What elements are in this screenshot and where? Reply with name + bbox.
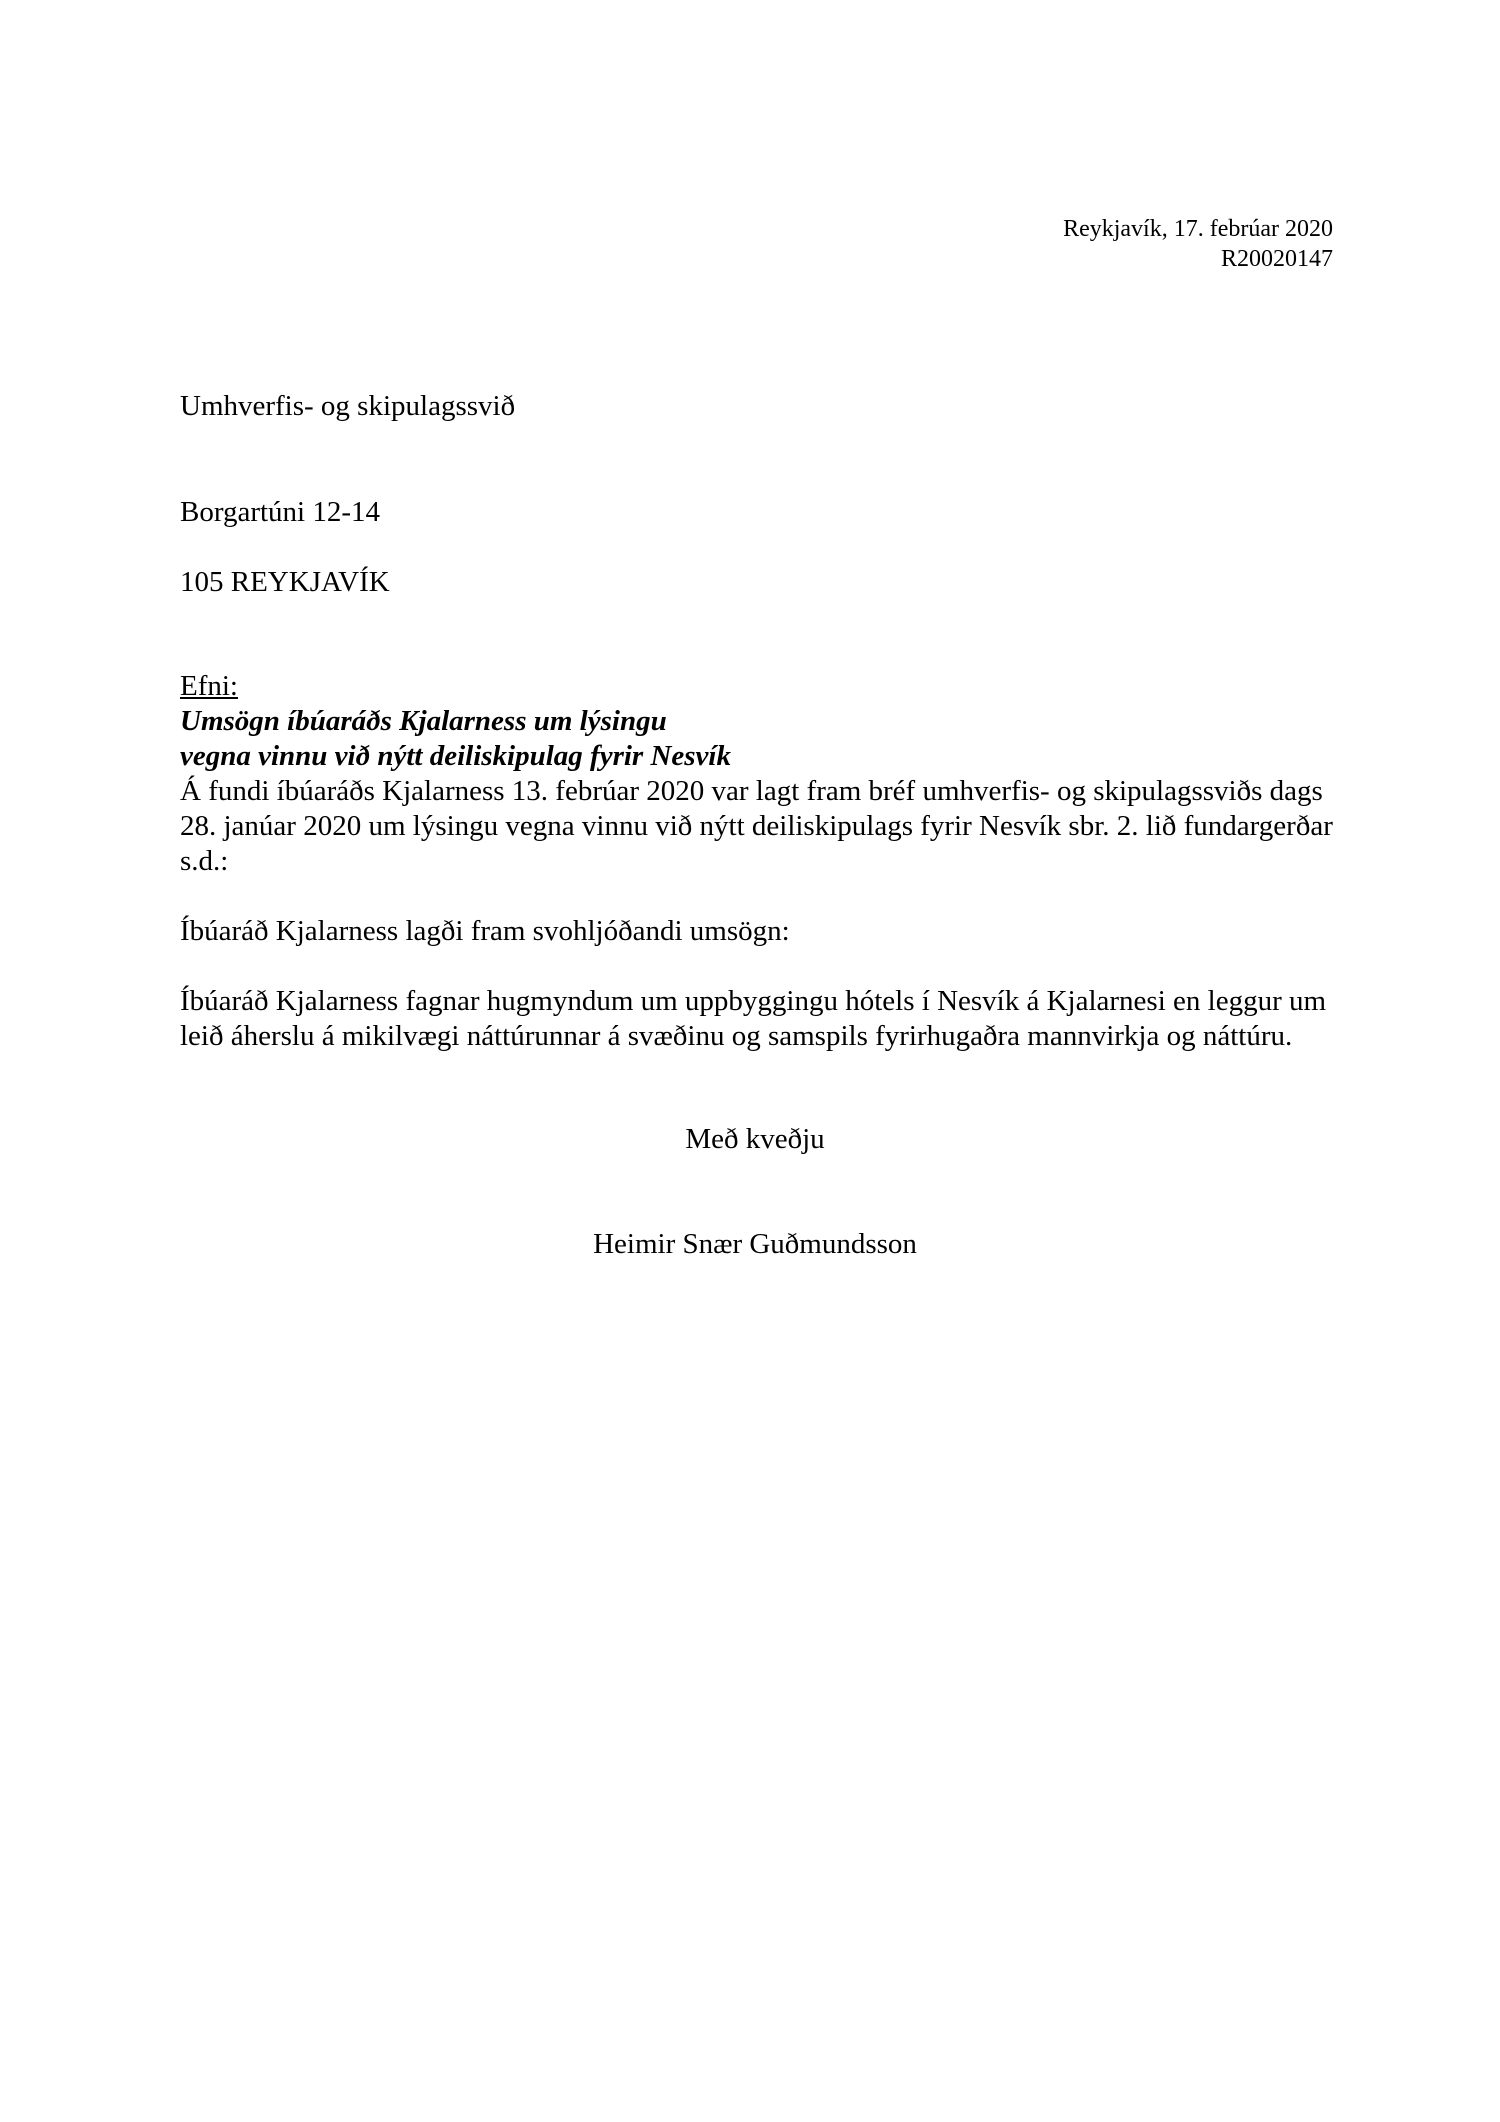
body-paragraph-3: Íbúaráð Kjalarness fagnar hugmyndum um uppbyggingu hótels í Nesvík á Kjalarnesi en leggur um leið áherslu á mikilvægi náttúrunnar á svæðinu og samspils fyrirhugaðra mannvirkja og náttúru.: [180, 985, 1327, 1052]
recipient-city: 105 REYKJAVÍK: [180, 566, 390, 598]
subject-label: Efni:: [180, 670, 238, 702]
subject-line-1: Umsögn íbúaráðs Kjalarness um lýsingu: [180, 705, 667, 737]
body-paragraph-1: Á fundi íbúaráðs Kjalarness 13. febrúar 2020 var lagt fram bréf umhverfis- og skipulagssviðs dags 28. janúar 2020 um lýsingu vegna vinnu við nýtt deiliskipulags fyrir Nesvík sbr. 2. lið fundargerðar s.d.:: [180, 775, 1333, 877]
signatory-name: Heimir Snær Guðmundsson: [593, 1228, 917, 1260]
recipient-department: Umhverfis- og skipulagssvið: [180, 390, 516, 422]
letter-header: [1063, 214, 1333, 274]
recipient-street: Borgartúni 12-14: [180, 496, 381, 528]
place-date: Reykjavík, 17. febrúar 2020: [1063, 216, 1333, 242]
body-paragraph-2: Íbúaráð Kjalarness lagði fram svohljóðandi umsögn:: [180, 915, 790, 947]
closing-greeting: Með kveðju: [685, 1123, 825, 1155]
letter-body: [180, 669, 1340, 1054]
subject-line-2: vegna vinnu við nýtt deiliskipulag fyrir Nesvík: [180, 740, 731, 772]
reference-number: R20020147: [1220, 246, 1333, 272]
